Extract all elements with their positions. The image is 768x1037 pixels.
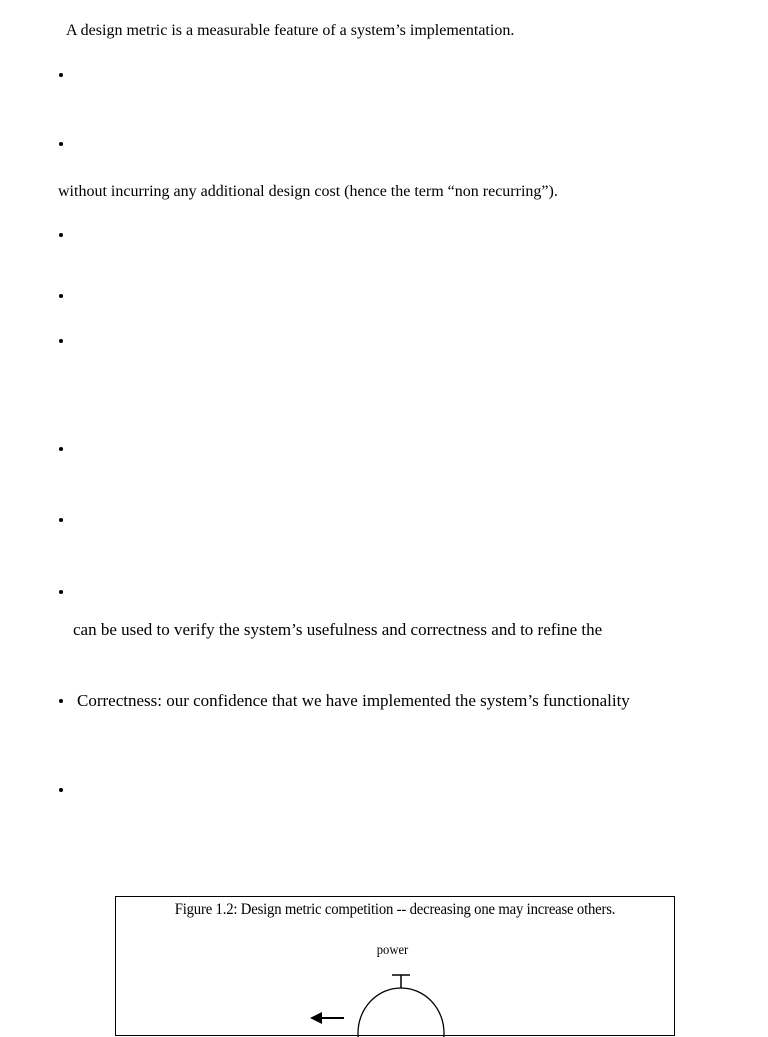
metric-competition-diagram xyxy=(116,897,676,1037)
prototype-continuation-text: can be used to verify the system’s usefulness and correctness and to refine the xyxy=(73,620,603,639)
figure-frame xyxy=(115,896,675,1036)
competition-circle xyxy=(358,988,444,1037)
bullet-marker xyxy=(57,439,67,459)
nre-continuation-text: without incurring any additional design cost (hence the term “non recurring”). xyxy=(58,183,558,200)
bullet-marker xyxy=(57,65,67,85)
bullet-marker xyxy=(57,691,67,711)
figure-caption: Figure 1.2: Design metric competition -- decreasing one may increase others. xyxy=(174,901,616,918)
bullet-marker xyxy=(57,225,67,245)
correctness-item: Correctness: our confidence that we have implemented the system’s functionality xyxy=(77,691,630,710)
left-arrow-icon xyxy=(310,1012,322,1024)
intro-paragraph: A design metric is a measurable feature of a system’s implementation. xyxy=(66,22,515,39)
bullet-marker xyxy=(57,134,67,154)
bullet-marker xyxy=(57,510,67,530)
power-node-label: power xyxy=(376,943,409,958)
bullet-marker xyxy=(57,286,67,306)
bullet-marker xyxy=(57,331,67,351)
bullet-marker xyxy=(57,780,67,800)
bullet-marker xyxy=(57,582,67,602)
